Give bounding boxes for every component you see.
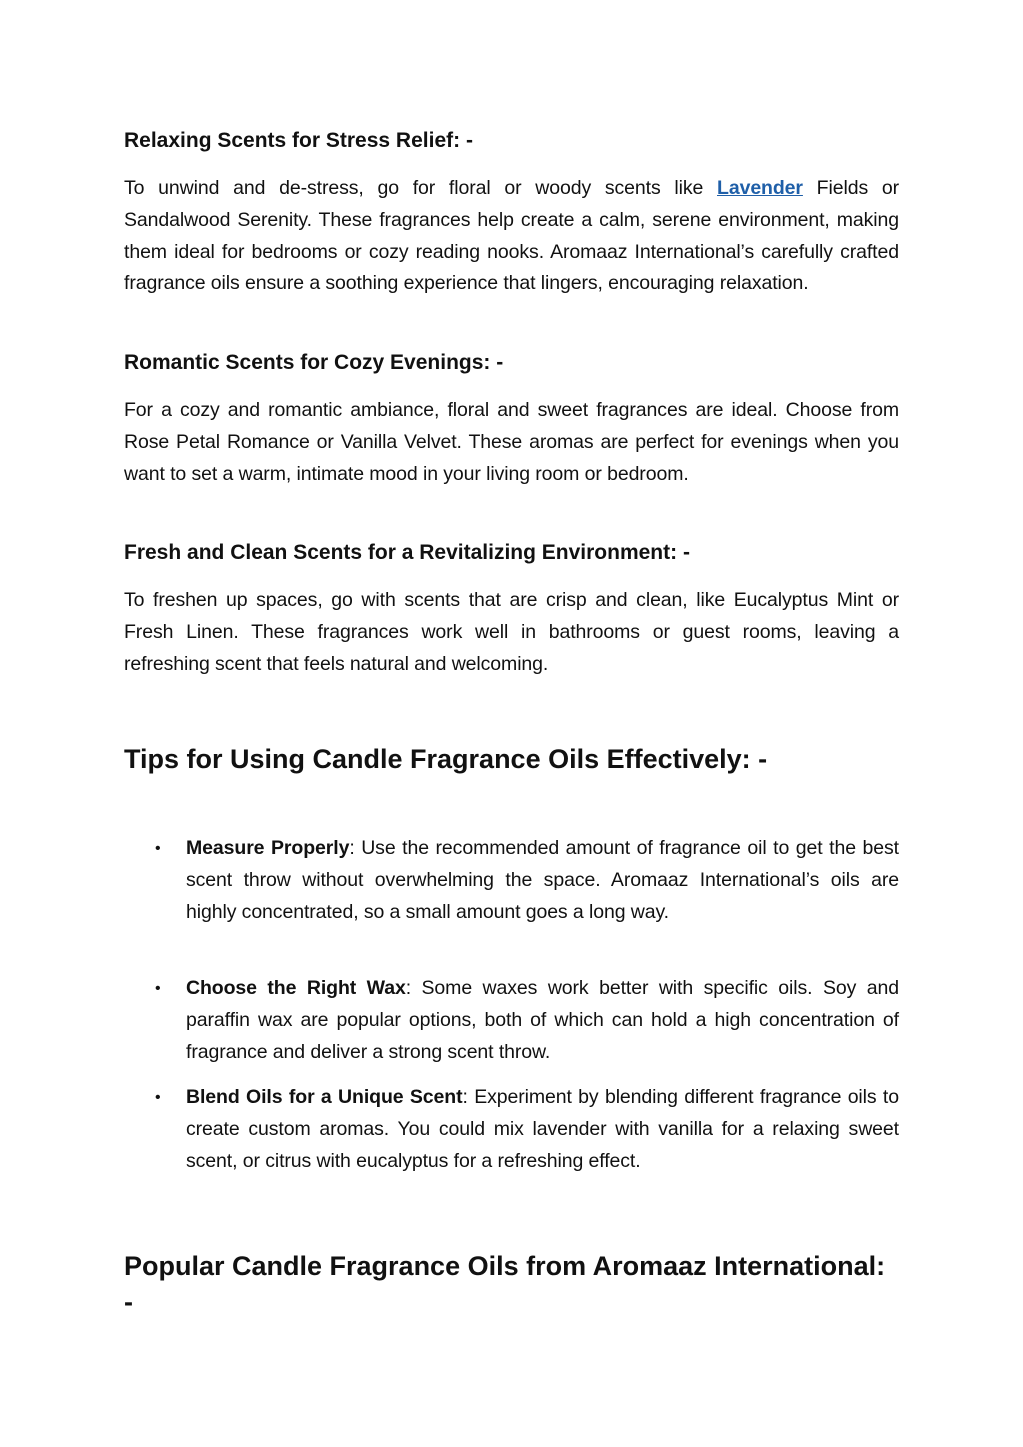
section-text-relaxing <box>124 173 899 300</box>
section-heading-relaxing: Relaxing Scents for Stress Relief: - <box>124 129 473 152</box>
text-after-link: Fields or Sandalwood Serenity. These fragrances help create a calm, serene environment, making them ideal for bedrooms or cozy reading nooks. Aromaaz International’s carefully crafted fragrance oils ensure a soothing experience that lingers, encouraging relaxation. <box>124 177 899 295</box>
section-heading-fresh: Fresh and Clean Scents for a Revitalizing Environment: - <box>124 541 690 564</box>
text-before-link: To unwind and de-stress, go for floral or woody scents like <box>124 177 718 199</box>
lavender-link[interactable]: Lavender <box>717 177 803 199</box>
section-heading-romantic: Romantic Scents for Cozy Evenings: - <box>124 351 504 374</box>
tip-item <box>155 973 899 1068</box>
tip-text: : Some waxes work better with specific oils. Soy and paraffin wax are popular options, both of which can hold a high concentration of fragrance and deliver a strong scent throw. <box>186 977 899 1063</box>
tip-title: Choose the Right Wax <box>186 977 406 999</box>
section-text-fresh: To freshen up spaces, go with scents that are crisp and clean, like Eucalyptus Mint or Fresh Linen. These fragrances work well in bathrooms or guest rooms, leaving a refreshing scent that feels natural and welcoming. <box>124 589 899 675</box>
bullet-icon: • <box>155 1089 161 1106</box>
tip-item <box>155 833 899 928</box>
tip-text: : Experiment by blending different fragrance oils to create custom aromas. You could mix lavender with vanilla for a relaxing sweet scent, or citrus with eucalyptus for a refreshing effect. <box>186 1086 899 1172</box>
tip-title: Measure Properly <box>186 837 350 859</box>
tip-item <box>155 1082 899 1177</box>
popular-heading: Popular Candle Fragrance Oils from Aromaaz International: - <box>124 1251 886 1317</box>
bullet-icon: • <box>155 840 161 857</box>
tip-text: : Use the recommended amount of fragrance oil to get the best scent throw without overwhelming the space. Aromaaz International’s oils are highly concentrated, so a small amount goes a long way. <box>186 837 899 923</box>
tips-heading: Tips for Using Candle Fragrance Oils Effectively: - <box>124 744 768 774</box>
section-text-romantic: For a cozy and romantic ambiance, floral and sweet fragrances are ideal. Choose from Rose Petal Romance or Vanilla Velvet. These aromas are perfect for evenings when you want to set a warm, intimate mood in your living room or bedroom. <box>124 399 899 485</box>
bullet-icon: • <box>155 980 161 997</box>
tip-title: Blend Oils for a Unique Scent <box>186 1086 463 1108</box>
